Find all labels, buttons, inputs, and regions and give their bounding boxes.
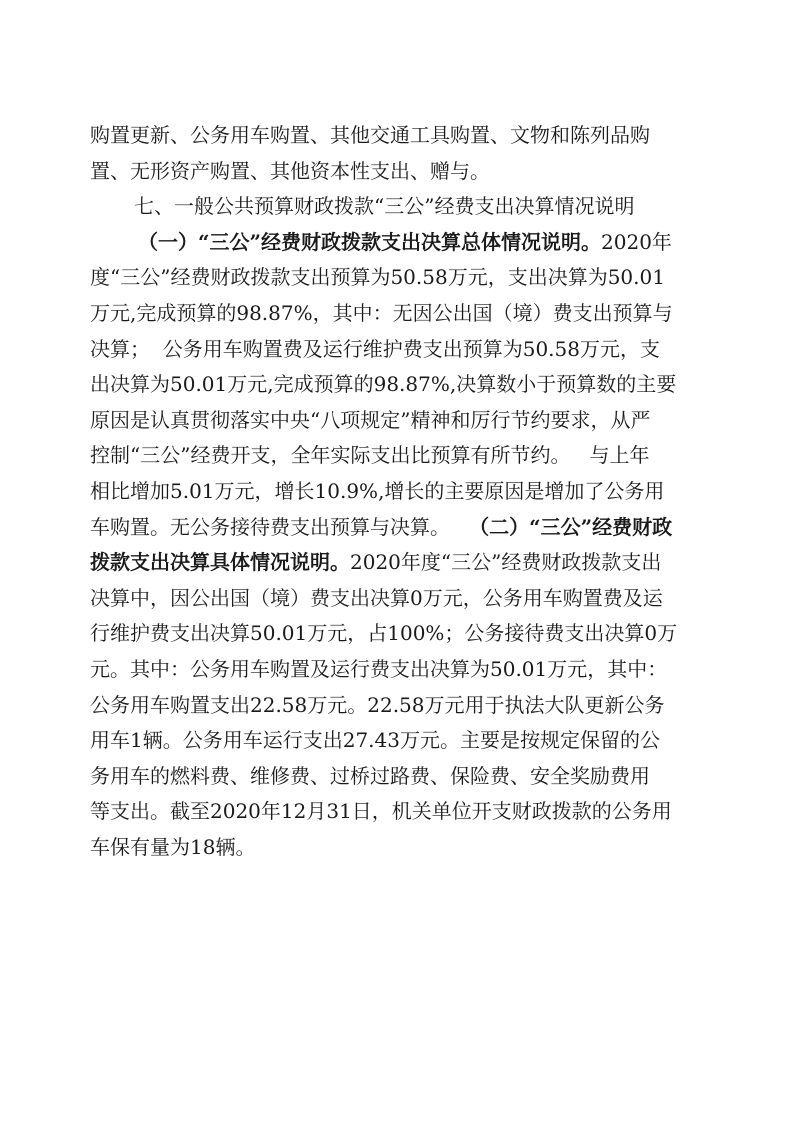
text-line bbox=[90, 118, 702, 154]
body-text bbox=[90, 118, 702, 865]
text-line bbox=[90, 688, 702, 724]
section-heading bbox=[90, 189, 702, 225]
text-segment: 相比增加5.01万元，增长10.9%,增长的主要原因是增加了公务用 bbox=[90, 478, 665, 503]
text-segment: 七、一般公共预算财政拨款“三公”经费支出决算情况说明 bbox=[134, 194, 635, 219]
text-segment: 行维护费支出决算50.01万元，占100%；公务接待费支出决算0万 bbox=[90, 621, 678, 646]
text-line bbox=[90, 581, 702, 617]
text-line bbox=[90, 260, 702, 296]
text-line bbox=[90, 438, 702, 474]
text-segment: 出决算为50.01万元,完成预算的98.87%,决算数小于预算数的主要 bbox=[90, 372, 677, 397]
text-segment: 车购置。无公务接待费支出预算与决算。 bbox=[90, 514, 470, 539]
text-segment: 决算； 公务用车购置费及运行维护费支出预算为50.58万元，支 bbox=[90, 336, 660, 361]
text-segment: 车保有量为18辆。 bbox=[90, 834, 256, 859]
text-line bbox=[90, 723, 702, 759]
text-segment: 用车1辆。公务用车运行支出27.43万元。主要是按规定保留的公 bbox=[90, 728, 660, 753]
text-segment: 公务用车购置支出22.58万元。22.58万元用于执法大队更新公务 bbox=[90, 692, 665, 717]
text-line bbox=[90, 794, 702, 830]
text-line bbox=[90, 296, 702, 332]
text-segment: 万元,完成预算的98.87%，其中：无因公出国（境）费支出预算与 bbox=[90, 300, 673, 325]
text-segment: 度“三公”经费财政拨款支出预算为50.58万元，支出决算为50.01 bbox=[90, 265, 665, 290]
text-segment: 购置更新、公务用车购置、其他交通工具购置、文物和陈列品购 bbox=[90, 123, 650, 147]
text-line bbox=[90, 652, 702, 688]
text-segment: 务用车的燃料费、维修费、过桥过路费、保险费、安全奖励费用 bbox=[90, 763, 650, 788]
text-segment: 2020年 bbox=[601, 229, 672, 254]
text-line bbox=[90, 616, 702, 652]
text-line bbox=[90, 830, 702, 866]
bold-heading-text: （一）“三公”经费财政拨款支出决算总体情况说明。 bbox=[138, 229, 602, 254]
subsection-line bbox=[90, 225, 702, 261]
text-segment: 原因是认真贯彻落实中央“八项规定”精神和厉行节约要求，从严 bbox=[90, 407, 651, 432]
text-line bbox=[90, 510, 702, 546]
text-segment: 元。其中：公务用车购置及运行费支出决算为50.01万元，其中： bbox=[90, 656, 668, 681]
text-segment: 控制“三公”经费开支，全年实际支出比预算有所节约。 与上年 bbox=[90, 443, 650, 468]
text-line bbox=[90, 367, 702, 403]
text-segment: 置、无形资产购置、其他资本性支出、赠与。 bbox=[90, 158, 490, 183]
bold-heading-text: 拨款支出决算具体情况说明。 bbox=[90, 550, 350, 575]
text-line bbox=[90, 759, 702, 795]
text-line bbox=[90, 154, 702, 190]
text-segment: 决算中，因公出国（境）费支出决算0万元，公务用车购置费及运 bbox=[90, 585, 663, 610]
text-line bbox=[90, 474, 702, 510]
text-segment: 等支出。截至2020年12月31日，机关单位开支财政拨款的公务用 bbox=[90, 799, 672, 824]
text-segment: 2020年度“三公”经费财政拨款支出 bbox=[350, 550, 662, 575]
text-line bbox=[90, 545, 702, 581]
bold-heading-text: （二）“三公”经费财政 bbox=[469, 514, 673, 539]
text-line bbox=[90, 332, 702, 368]
text-line bbox=[90, 403, 702, 439]
